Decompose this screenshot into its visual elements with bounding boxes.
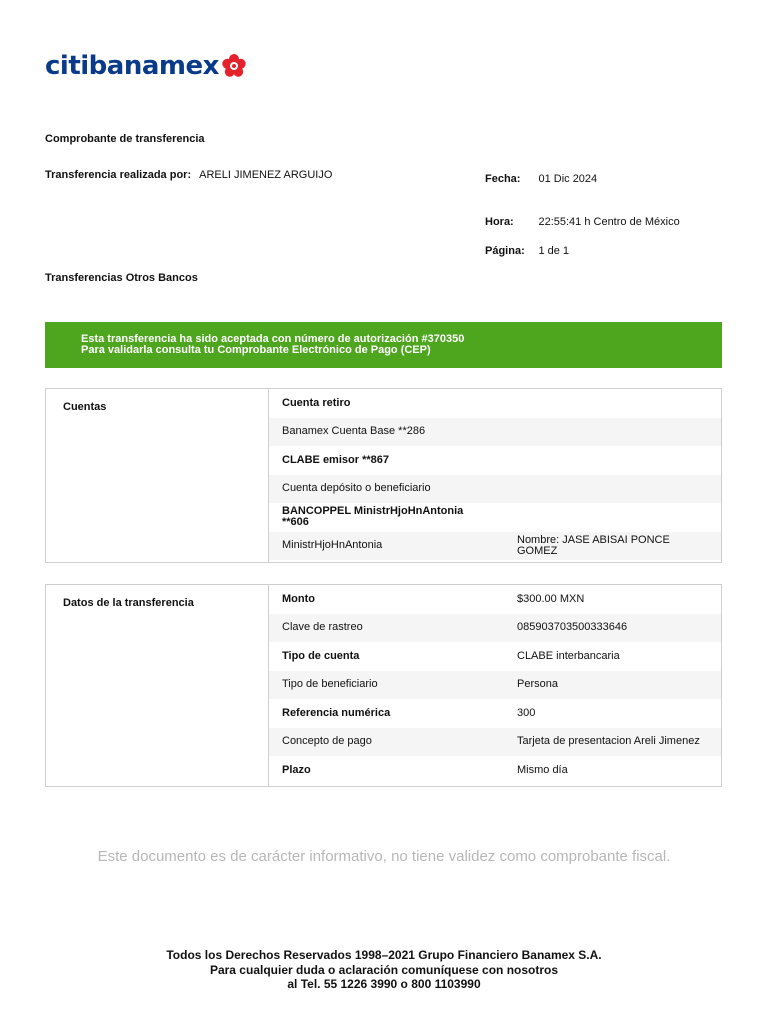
table-row [269,418,721,447]
cuentas-title: Cuentas [63,401,107,413]
pagina-row [485,241,569,259]
fecha-value: 01 Dic 2024 [538,173,598,185]
tipo-cuenta-label: Tipo de cuenta [282,649,360,662]
cuenta-retiro-value: Banamex Cuenta Base **286 [282,425,426,438]
clave-rastreo-label: Clave de rastreo [282,621,363,634]
concepto-label: Concepto de pago [282,735,372,748]
table-row [269,585,721,614]
table-row [269,446,721,475]
concepto-value: Tarjeta de presentacion Areli Jimenez [517,735,700,748]
beneficiary-holder: MinistrHjoHnAntonia [282,539,383,552]
footer [0,948,768,992]
table-row [269,642,721,671]
table-row [269,756,721,785]
table-row [269,503,721,532]
cuenta-deposito-label: Cuenta depósito o beneficiario [282,482,431,495]
plazo-value: Mismo día [517,763,568,776]
pagina-value: 1 de 1 [538,245,570,257]
referencia-value: 300 [517,706,536,719]
hora-label: Hora: [485,216,514,228]
table-row [269,699,721,728]
made-by-row [45,169,332,181]
table-row [269,614,721,643]
beneficiary-name: Nombre: JASE ABISAI PONCE GOMEZ [517,533,670,557]
disclaimer-text: Este documento es de carácter informativo, no tiene validez como comprobante fiscal. [97,848,671,865]
monto-value: $300.00 MXN [517,592,585,605]
datos-left-cell [46,585,269,786]
pagina-label: Página: [485,245,525,257]
footer-line-3: al Tel. 55 1226 3990 o 800 1103990 [287,977,481,991]
beneficiary-account: BANCOPPEL MinistrHjoHnAntonia **606 [282,505,464,529]
tipo-beneficiario-label: Tipo de beneficiario [282,678,378,691]
datos-rows [269,585,721,785]
plazo-label: Plazo [282,763,311,776]
datos-title: Datos de la transferencia [63,597,194,609]
hora-value: 22:55:41 h Centro de México [538,216,680,228]
cuenta-retiro-label: Cuenta retiro [282,396,351,409]
flower-icon [221,53,247,79]
banner-line-1: Esta transferencia ha sido aceptada con número de autorización #370350 [81,333,465,345]
made-by-label: Transferencia realizada por: [45,169,192,181]
document-title: Comprobante de transferencia [45,133,205,145]
table-row [269,475,721,504]
table-row [269,389,721,418]
authorization-banner [45,322,722,368]
datos-table [45,584,722,787]
cuentas-rows [269,389,721,560]
clabe-emisor: CLABE emisor **867 [282,453,389,466]
table-row [269,671,721,700]
cuentas-left-cell [46,389,269,562]
fecha-label: Fecha: [485,173,521,185]
monto-label: Monto [282,592,315,605]
hora-row [485,212,680,230]
clave-rastreo-value: 085903703500333646 [517,621,628,634]
banner-line-2: Para validarla consulta tu Comprobante Electrónico de Pago (CEP) [81,344,431,356]
brand-logo [45,50,247,82]
tipo-beneficiario-value: Persona [517,678,558,691]
footer-line-1: Todos los Derechos Reservados 1998–2021 Grupo Financiero Banamex S.A. [166,948,602,962]
footer-line-2: Para cualquier duda o aclaración comuníquese con nosotros [209,962,559,977]
cuentas-table [45,388,722,563]
fecha-row [485,169,597,187]
referencia-label: Referencia numérica [282,706,391,719]
brand-wordmark: citibanamex [45,51,219,81]
table-row [269,532,721,561]
made-by-value: ARELI JIMENEZ ARGUIJO [199,169,333,181]
table-row [269,728,721,757]
section-heading: Transferencias Otros Bancos [45,272,198,284]
tipo-cuenta-value: CLABE interbancaria [517,649,620,662]
